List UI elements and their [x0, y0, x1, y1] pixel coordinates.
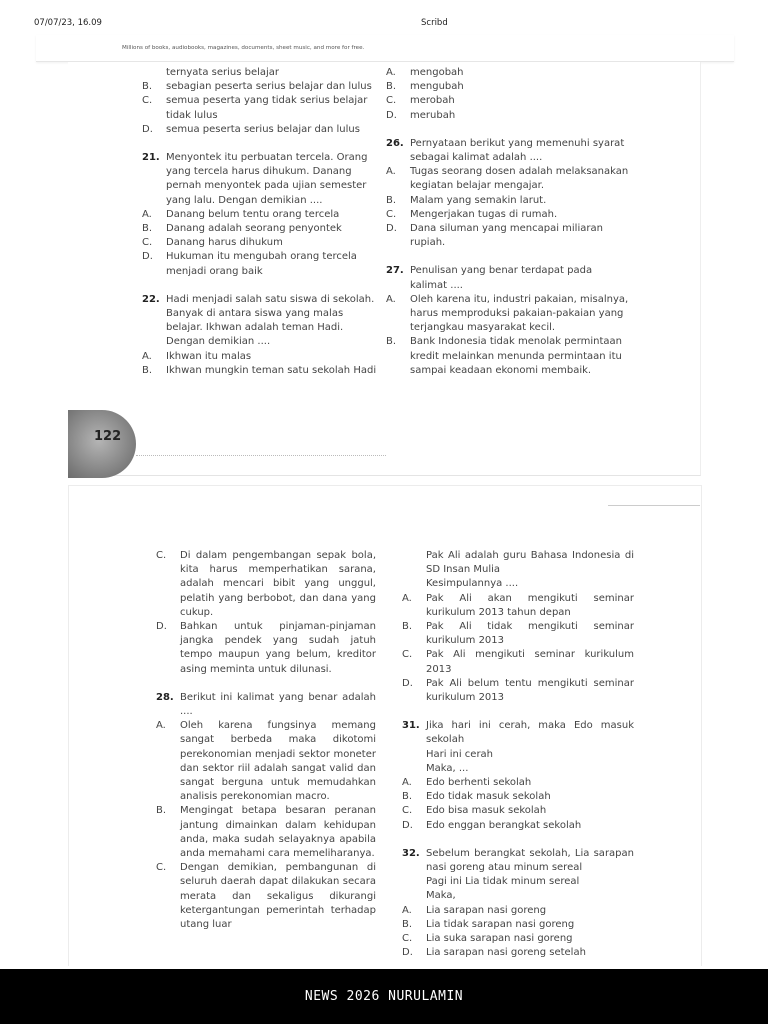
option-text: Oleh karena itu, industri pakaian, misalnya, harus memproduksi pakaian-pakaian yang terjangkau masyarakat kecil. [410, 293, 629, 334]
option-letter: A. [386, 166, 396, 178]
print-datetime: 07/07/23, 16.09 [34, 18, 102, 28]
question-number: 21. [142, 152, 160, 164]
option-letter: C. [386, 95, 397, 107]
option-letter: D. [142, 251, 153, 263]
option-text: Pak Ali mengikuti seminar kurikulum 2013 [426, 649, 634, 675]
question [142, 293, 378, 350]
question-number: 32. [402, 847, 420, 859]
question-number: 22. [142, 293, 160, 305]
answer-option [402, 946, 634, 960]
text-line: Kesimpulannya .... [426, 578, 519, 590]
option-text: Bank Indonesia tidak menolak permintaan kredit melainkan menunda permintaan itu sampai keadaan ekonomi membaik. [410, 336, 623, 376]
answer-option [142, 236, 378, 250]
option-text: Edo enggan berangkat sekolah [426, 819, 582, 831]
option-text: Danang adalah seorang penyontek [166, 223, 342, 235]
answer-option [386, 109, 632, 123]
answer-option [402, 790, 634, 804]
page-footer-divider [136, 455, 386, 456]
question-text: Jika hari ini cerah, maka Edo masuk sekolah [426, 720, 634, 746]
option-letter: B. [386, 81, 397, 93]
page2-right-column [402, 549, 634, 960]
option-letter: A. [142, 350, 152, 362]
option-letter: B. [142, 364, 153, 376]
option-text: Dengan demikian, pembangunan di seluruh daerah dapat dilakukan secara merata dan sekaligus dikurangi ketergantungan pemerintah terhadap utang luar [180, 862, 376, 931]
answer-option [402, 918, 634, 932]
option-text: Ikhwan mungkin teman satu sekolah Hadi [166, 364, 377, 376]
option-text: sebagian peserta serius belajar dan lulus [166, 81, 372, 93]
option-letter: C. [156, 550, 167, 561]
page2-left-column [156, 549, 376, 932]
option-letter: A. [156, 720, 166, 732]
question-number: 26. [386, 137, 404, 149]
spacer [402, 833, 634, 847]
option-text: Lia sarapan nasi goreng setelah [426, 947, 586, 959]
spacer [142, 279, 378, 293]
option-letter: B. [402, 791, 413, 803]
spacer [156, 677, 376, 691]
answer-option [386, 94, 632, 108]
option-letter: C. [386, 208, 397, 220]
document-page-122 [68, 62, 701, 476]
option-letter: D. [402, 947, 413, 959]
option-text: Dana siluman yang mencapai miliaran rupiah. [410, 223, 603, 249]
option-letter: B. [402, 918, 413, 930]
option-letter: C. [402, 805, 413, 817]
answer-option [402, 648, 634, 676]
question-number: 31. [402, 720, 420, 732]
option-text: mengobah [410, 67, 464, 78]
option-letter: B. [156, 805, 167, 817]
caption-text: NEWS 2026 NURULAMIN [304, 989, 464, 1004]
option-text: Edo tidak masuk sekolah [426, 791, 551, 803]
question-number: 27. [386, 265, 404, 277]
question [386, 137, 632, 165]
answer-option [402, 620, 634, 648]
question-text: Sebelum berangkat sekolah, Lia sarapan nasi goreng atau minum sereal [426, 847, 634, 874]
page1-right-column [386, 66, 632, 378]
text-line: Pak Ali adalah guru Bahasa Indonesia di SD Insan Mulia [426, 550, 634, 576]
option-text: Lia sarapan nasi goreng [426, 904, 547, 916]
answer-option [156, 719, 376, 804]
option-text: merubah [410, 109, 456, 121]
option-letter: A. [402, 904, 412, 916]
option-text: merobah [410, 95, 455, 107]
option-text: Pak Ali tidak mengikuti seminar kurikulum 2013 [426, 621, 634, 647]
answer-option [156, 549, 376, 620]
answer-option [402, 804, 634, 818]
option-letter: D. [142, 123, 153, 135]
answer-option [402, 776, 634, 790]
question-text: Pernyataan berikut yang memenuhi syarat sebagai kalimat adalah .... [410, 137, 625, 164]
question [386, 264, 632, 292]
answer-option [386, 165, 632, 193]
question [402, 719, 634, 747]
option-text: Oleh karena fungsinya memang sangat berbeda maka dikotomi perekonomian menjadi sektor moneter dan sektor riil adalah sangat valid dan sangat berguna untuk memudahkan analisis perekonomian macro. [180, 720, 376, 803]
question [142, 151, 378, 208]
text-line: Maka, [426, 890, 456, 902]
text-line: Maka, ... [426, 762, 469, 774]
answer-option [142, 350, 378, 364]
answer-option [142, 94, 378, 122]
answer-option [386, 222, 632, 250]
answer-option [402, 592, 634, 620]
text-line: Hari ini cerah [426, 748, 494, 760]
answer-option [142, 80, 378, 94]
option-letter: C. [142, 237, 153, 249]
page-number: 122 [94, 429, 122, 444]
answer-option [386, 194, 632, 208]
option-text: Pak Ali belum tentu mengikuti seminar kurikulum 2013 [426, 677, 634, 704]
answer-option [156, 620, 376, 677]
spacer [142, 137, 378, 151]
option-text: semua peserta serius belajar dan lulus [166, 123, 360, 135]
option-letter: D. [402, 677, 413, 689]
option-text: Tugas seorang dosen adalah melaksanakan kegiatan belajar mengajar. [410, 166, 629, 192]
option-letter: C. [142, 95, 153, 107]
answer-option [156, 861, 376, 932]
option-text: Bahkan untuk pinjaman-pinjaman jangka pendek yang sudah jatuh tempo maupun yang belum, kreditor asing meminta untuk dilunasi. [180, 621, 376, 675]
answer-option [156, 804, 376, 861]
option-letter: C. [156, 862, 167, 874]
answer-option [386, 335, 632, 378]
answer-option [142, 364, 378, 378]
answer-option [386, 80, 632, 94]
option-letter: D. [386, 109, 397, 121]
answer-option [402, 819, 634, 833]
answer-option [142, 222, 378, 236]
promo-banner-text: Millions of books, audiobooks, magazines, documents, sheet music, and more for free. [122, 45, 365, 51]
option-text: Lia suka sarapan nasi goreng [426, 933, 573, 945]
option-text: Danang harus dihukum [166, 237, 283, 249]
spacer [402, 705, 634, 719]
option-letter: C. [402, 649, 413, 661]
option-text: Hukuman itu mengubah orang tercela menjadi orang baik [166, 251, 357, 277]
answer-option [402, 932, 634, 946]
option-text: semua peserta yang tidak serius belajar tidak lulus [166, 95, 368, 121]
option-text: Pak Ali akan mengikuti seminar kurikulum 2013 tahun depan [426, 592, 634, 618]
option-text: Edo bisa masuk sekolah [426, 805, 547, 817]
spacer [386, 250, 632, 264]
answer-option [142, 250, 378, 278]
page-header-rule [608, 505, 700, 506]
page-number-badge [68, 410, 136, 478]
option-text: Danang belum tentu orang tercela [166, 208, 340, 220]
question-number: 28. [156, 691, 174, 703]
option-letter: B. [386, 336, 397, 348]
option-letter: C. [402, 933, 413, 945]
option-letter: B. [142, 223, 153, 235]
answer-option [386, 208, 632, 222]
option-letter: A. [386, 293, 396, 305]
option-letter: A. [402, 592, 412, 604]
option-text: mengubah [410, 81, 464, 93]
answer-option [386, 66, 632, 80]
option-letter: B. [402, 621, 413, 633]
option-text: Malam yang semakin larut. [410, 194, 547, 206]
option-letter: B. [386, 194, 397, 206]
question-text: Penulisan yang benar terdapat pada kalimat .... [410, 265, 593, 291]
option-letter: D. [156, 621, 167, 633]
document-page-next [68, 485, 702, 966]
answer-option [402, 677, 634, 705]
answer-option [386, 293, 632, 336]
question [402, 847, 634, 875]
text-line: ternyata serius belajar [166, 67, 280, 78]
question-text: Menyontek itu perbuatan tercela. Orang yang tercela harus dihukum. Danang pernah menyontek pada ujian semester yang lalu. Dengan demikian .... [166, 152, 368, 206]
answer-option [142, 123, 378, 137]
spacer [386, 123, 632, 137]
option-text: Ikhwan itu malas [166, 350, 252, 362]
print-site-title: Scribd [421, 18, 448, 28]
option-letter: A. [142, 208, 152, 220]
caption-bar [0, 969, 768, 1024]
question [156, 691, 376, 719]
option-letter: A. [386, 67, 396, 78]
answer-option [142, 208, 378, 222]
answer-option [402, 904, 634, 918]
text-line: Pagi ini Lia tidak minum sereal [426, 876, 580, 888]
option-text: Lia tidak sarapan nasi goreng [426, 918, 575, 930]
option-letter: D. [386, 223, 397, 235]
promo-banner[interactable] [36, 35, 734, 62]
option-text: Di dalam pengembangan sepak bola, kita harus memperhatikan sarana, adalah mencari bibit yang unggul, pelatih yang berbobot, dan dana yang cukup. [180, 550, 376, 618]
option-letter: B. [142, 81, 153, 93]
option-text: Mengingat betapa besaran peranan jantung dimainkan dalam kehidupan anda, maka sudah selayaknya apabila anda memahami cara memeliharanya. [180, 805, 376, 860]
question-text: Berikut ini kalimat yang benar adalah .... [180, 691, 376, 718]
option-letter: D. [402, 819, 413, 831]
page1-left-column [142, 66, 378, 378]
question-text: Hadi menjadi salah satu siswa di sekolah. Banyak di antara siswa yang malas belajar. Ikhwan adalah teman Hadi. Dengan demikian .... [166, 293, 375, 348]
option-text: Edo berhenti sekolah [426, 777, 532, 789]
option-letter: A. [402, 777, 412, 789]
option-text: Mengerjakan tugas di rumah. [410, 208, 558, 220]
